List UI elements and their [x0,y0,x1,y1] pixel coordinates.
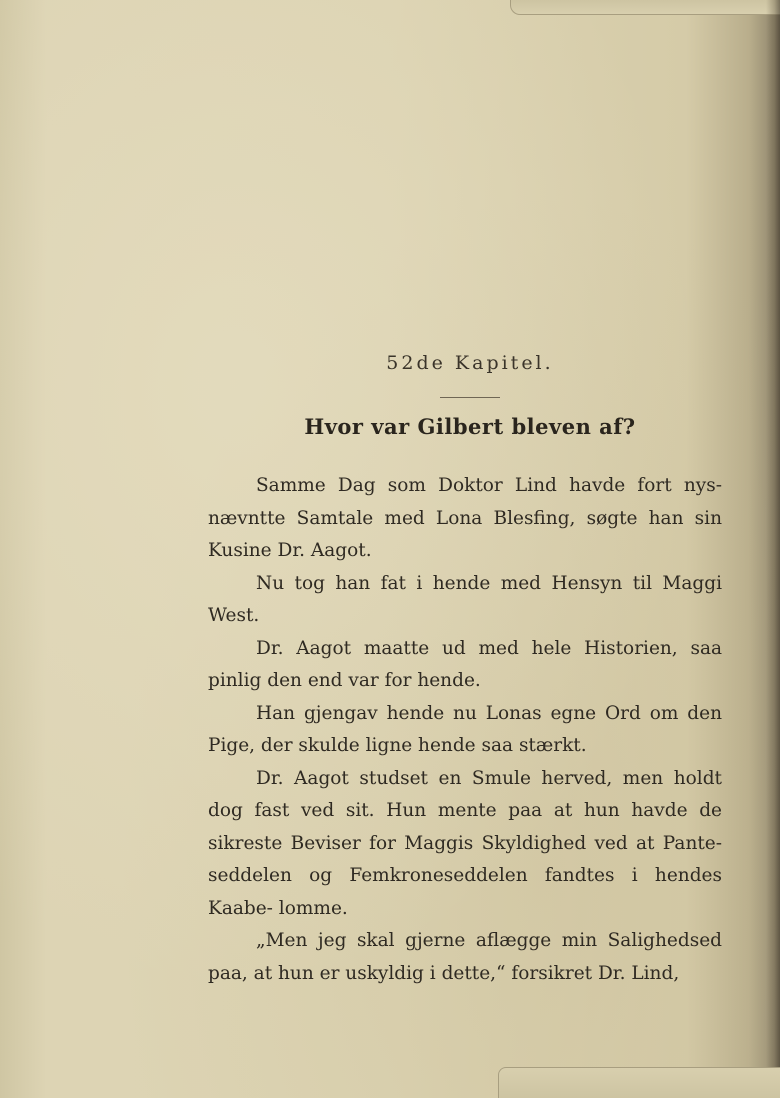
paper-fold-top [510,0,780,15]
paragraph: „Men jeg skal gjerne aflægge min Salighedsed paa, at hun er uskyldig i dette,“ forsikret Dr. Lind, [208,930,722,984]
paragraph: Samme Dag som Doktor Lind havde fort nys- nævntte Samtale med Lona Blesfing, søgte han sin Kusine Dr. Aagot. [208,475,722,561]
chapter-number: 52de Kapitel. [386,352,554,374]
paragraph: Dr. Aagot studset en Smule herved, men holdt dog fast ved sit. Hun mente paa at hun havde de sikreste Beviser for Maggis Skyldighed ved at Pante- seddelen og Femkroneseddelen fandtes i hendes Kaabe- lomme. [208,767,722,919]
chapter-title: Hvor var Gilbert bleven af? [304,414,636,439]
page-edge-shadow [766,0,780,1098]
heading-divider [440,397,500,398]
body-text [208,470,722,990]
paragraph: Nu tog han fat i hende med Hensyn til Maggi West. [208,572,722,626]
paragraph: Dr. Aagot maatte ud med hele Historien, saa pinlig den end var for hende. [208,637,722,691]
paragraph: Han gjengav hende nu Lonas egne Ord om den Pige, der skulde ligne hende saa stærkt. [208,702,722,756]
paper-fold-bottom [498,1067,780,1098]
